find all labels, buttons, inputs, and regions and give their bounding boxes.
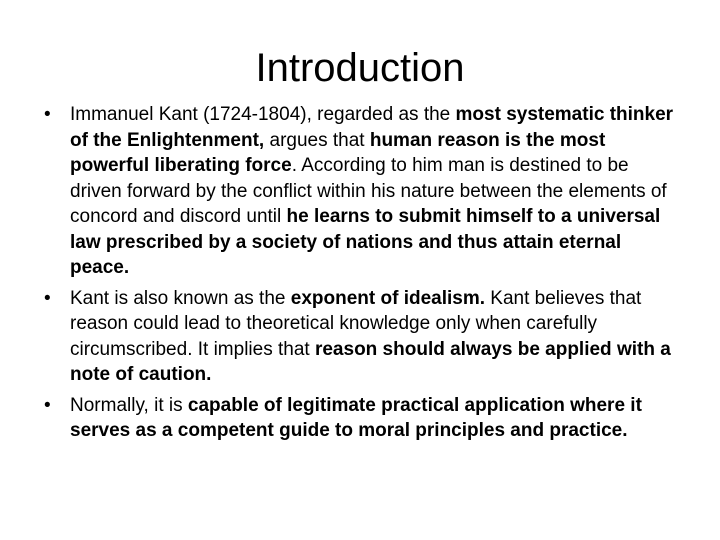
bullet-emphasis-text: capable of legitimate practical application where it serves as a competent guide to moral principles and practice. <box>70 394 642 441</box>
bullet-dot-icon: • <box>44 287 51 309</box>
bullet-text <box>70 104 673 278</box>
bullet-plain-text: argues that <box>264 129 370 151</box>
slide-title: Introduction <box>255 46 465 90</box>
bullet-plain-text: Normally, it is <box>70 394 188 416</box>
bullet-emphasis-text: he learns to submit himself to a universal law prescribed by a society of nations and thus attain eternal peace. <box>70 206 661 278</box>
bullet-emphasis-text: exponent of idealism. <box>290 287 486 309</box>
bullet-plain-text: Immanuel Kant (1724-1804), regarded as the <box>70 104 456 125</box>
bullet-item <box>44 102 674 281</box>
bullet-plain-text: . According to him man is destined to be driven forward by the conflict within his nature between the elements of concord and discord until <box>70 155 667 227</box>
bullet-plain-text: Kant is also known as the <box>70 287 291 309</box>
bullet-plain-text: Kant believes that reason could lead to theoretical knowledge only when carefully circumscribed. It implies that <box>70 287 642 360</box>
bullet-item <box>44 393 674 444</box>
bullet-text <box>70 288 671 386</box>
bullet-dot-icon: • <box>44 104 51 125</box>
bullet-emphasis-text: reason should always be applied with a note of caution. <box>70 338 671 385</box>
bullet-list <box>44 102 674 449</box>
bullet-emphasis-text: human reason is the most powerful liberating force <box>70 129 606 176</box>
bullet-text <box>70 395 642 442</box>
bullet-dot-icon: • <box>44 394 51 416</box>
bullet-item <box>44 286 674 388</box>
bullet-emphasis-text: most systematic thinker of the Enlightenment, <box>70 104 674 151</box>
